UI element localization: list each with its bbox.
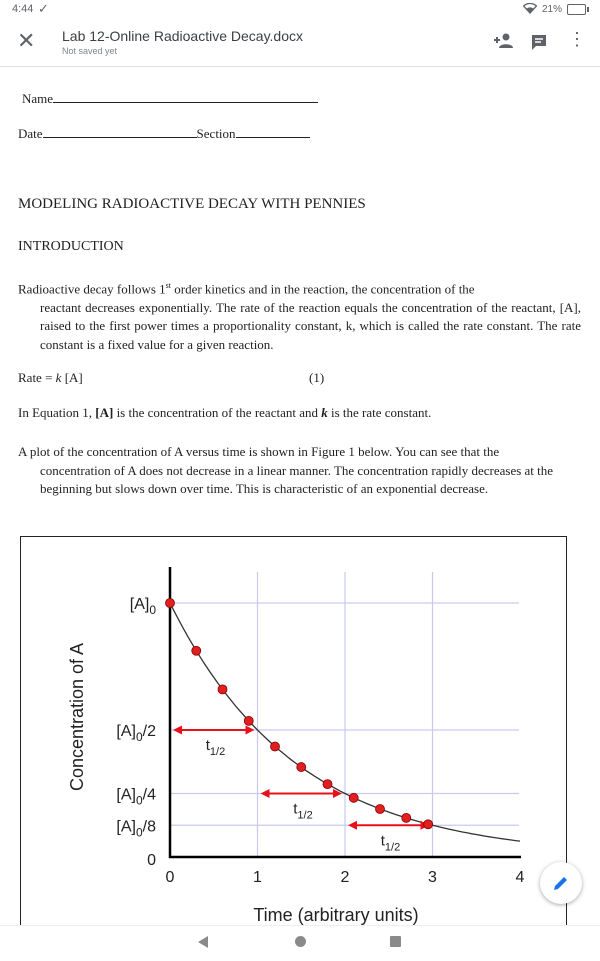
data-point [218,685,227,694]
recents-icon[interactable] [390,936,401,947]
eq-desc-bracket: [A] [95,405,114,420]
data-point [349,793,358,802]
half-life-label: $t_{1/2}$ [293,800,313,822]
rate-eq-k: k [55,370,62,385]
status-bar [0,0,600,20]
equation-description [18,405,431,421]
arrow-head-left [348,821,357,830]
intro-paragraph [18,277,581,354]
data-point [424,820,433,829]
data-point [271,742,280,751]
data-point [402,813,411,822]
section-blank [236,126,310,138]
intro-heading: INTRODUCTION [18,239,124,254]
x-tick-label: 0 [165,869,175,886]
rate-eq-suffix: [A] [61,370,83,385]
data-point [166,599,175,608]
edit-button[interactable] [540,862,582,904]
para1-continuation: reactant decreases exponentially. The rate of the reaction equals the concentration of the reactant, [A], raised to the first power times a proportionality constant, k, which is called the rate constant. The rate constant is a fixed value for a given reaction. [40,299,581,352]
arrow-head-right [246,726,255,735]
x-tick-label: 1 [253,869,262,886]
para1-text-2: order kinetics and in the reaction, the concentration of the [171,281,475,297]
name-field[interactable] [22,91,318,107]
para2-text: A plot of the concentration of A versus time is shown in Figure 1 below. You can see that the [18,444,500,459]
date-blank [43,126,197,138]
add-person-icon[interactable] [493,32,515,55]
y-tick-label: 0 [147,852,156,869]
eq-desc-3: is the rate constant. [327,405,432,420]
name-label: Name [22,91,54,106]
arrow-head-left [261,789,270,798]
pencil-icon [552,874,570,892]
date-section-field[interactable] [18,126,310,142]
save-status: Not saved yet [62,46,118,56]
main-heading: MODELING RADIOACTIVE DECAY WITH PENNIES [18,196,366,212]
data-point [323,780,332,789]
data-point [244,716,253,725]
decay-figure [20,536,567,927]
battery-icon [567,4,586,15]
eq-desc-k: k [321,405,328,420]
equation-number: (1) [309,370,325,385]
document-page[interactable] [0,67,600,927]
battery-percent: 21% [542,4,563,15]
arrow-head-right [333,789,342,798]
x-axis-label: Time (arbitrary units) [253,905,419,925]
navigation-bar [0,925,600,961]
para1-text: Radioactive decay follows 1 [18,281,166,297]
x-tick-label: 3 [428,869,437,886]
home-icon[interactable] [295,936,306,947]
y-tick-label: $[A]_0/4$ [116,786,156,808]
close-icon[interactable]: ✕ [17,28,36,53]
x-tick-label: 4 [515,869,525,886]
document-title: Lab 12-Online Radioactive Decay.docx [62,28,303,44]
y-tick-label: $[A]_0/2$ [116,723,156,744]
arrow-head-left [173,726,182,735]
section-label: Section [196,126,236,141]
status-time: 4:44 [12,3,34,15]
y-axis-label: Concentration of A [67,642,87,792]
half-life-label: $t_{1/2}$ [380,832,401,854]
x-tick-label: 2 [340,869,350,886]
y-tick-label: $[A]_0$ [129,596,156,617]
data-point [297,763,306,772]
name-blank [53,91,318,103]
half-life-label: $t_{1/2}$ [205,737,226,758]
comment-icon[interactable] [530,33,548,56]
rate-eq-prefix: Rate = [18,370,56,385]
plot-paragraph [18,443,566,499]
y-tick-label: $[A]_0/8$ [116,818,156,840]
data-point [192,646,201,655]
para1-superscript: st [165,281,171,290]
rate-equation [18,370,83,386]
date-label: Date [18,126,43,141]
decay-chart [21,537,566,927]
para2-continuation: concentration of A does not decrease in a linear manner. The concentration rapidly decreases at the beginning but slows down over time. This is characteristic of an exponential decrease. [40,462,554,496]
eq-desc-2: is the concentration of the reactant and [113,405,322,420]
back-icon[interactable] [198,936,208,948]
more-options-icon[interactable]: ⋮ [568,29,586,49]
download-done-icon: ✓ [38,1,49,16]
data-point [376,804,385,813]
app-bar [0,20,600,67]
eq-desc-1: In Equation 1, [18,405,96,420]
wifi-icon [523,3,537,17]
